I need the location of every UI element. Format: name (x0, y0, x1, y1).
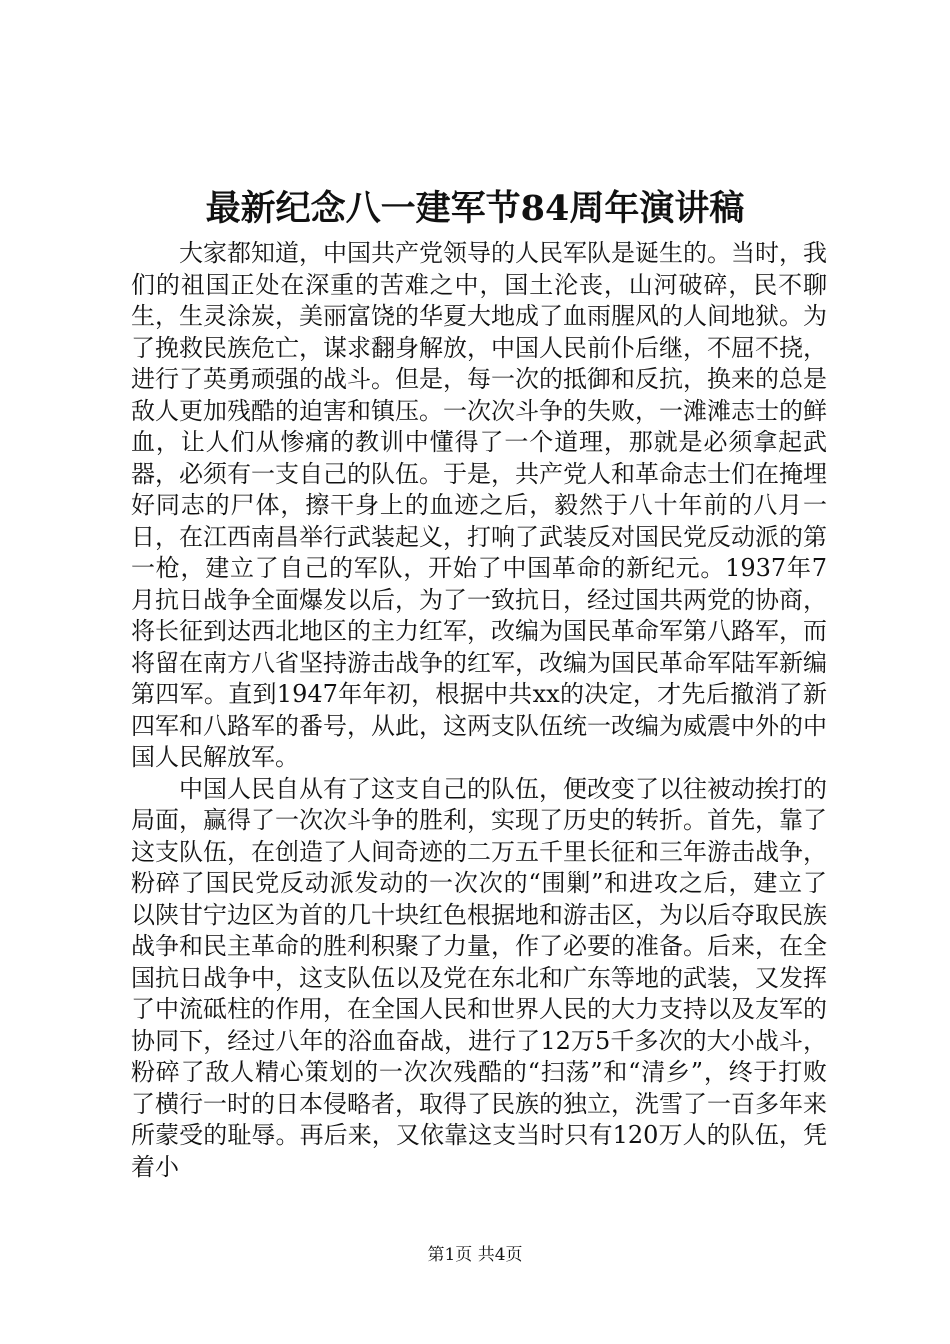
document-body (131, 238, 827, 1183)
paragraph-2: 中国人民自从有了这支自己的队伍，便改变了以往被动挨打的局面，赢得了一次次斗争的胜利，实现了历史的转折。首先，靠了这支队伍，在创造了人间奇迹的二万五千里长征和三年游击战争，粉碎了国民党反动派发动的一次次的“围剿”和进攻之后，建立了以陕甘宁边区为首的几十块红色根据地和游击区，为以后夺取民族战争和民主革命的胜利积聚了力量，作了必要的准备。后来，在全国抗日战争中，这支队伍以及党在东北和广东等地的武装，又发挥了中流砥柱的作用，在全国人民和世界人民的大力支持以及友军的协同下，经过八年的浴血奋战，进行了12万5千多次的大小战斗，粉碎了敌人精心策划的一次次残酷的“扫荡”和“清乡”，终于打败了横行一时的日本侵略者，取得了民族的独立，洗雪了一百多年来所蒙受的耻辱。再后来，又依靠这支当时只有120万人的队伍，凭着小 (131, 774, 827, 1181)
document-title: 最新纪念八一建军节84周年演讲稿 (205, 188, 745, 229)
paragraph-1: 大家都知道，中国共产党领导的人民军队是诞生的。当时，我们的祖国正处在深重的苦难之中，国土沦丧，山河破碎，民不聊生，生灵涂炭，美丽富饶的华夏大地成了血雨腥风的人间地狱。为了挽救民族危亡，谋求翻身解放，中国人民前仆后继，不屈不挠，进行了英勇顽强的战斗。但是，每一次的抵御和反抗，换来的总是敌人更加残酷的迫害和镇压。一次次斗争的失败，一滩滩志士的鲜血，让人们从惨痛的教训中懂得了一个道理，那就是必须拿起武器，必须有一支自己的队伍。于是，共产党人和革命志士们在掩埋好同志的尸体，擦干身上的血迹之后，毅然于八十年前的八月一日，在江西南昌举行武装起义，打响了武装反对国民党反动派的第一枪，建立了自己的军队，开始了中国革命的新纪元。1937年7月抗日战争全面爆发以后，为了一致抗日，经过国共两党的协商，将长征到达西北地区的主力红军，改编为国民革命军第八路军，而将留在南方八省坚持游击战争的红军，改编为国民革命军陆军新编第四军。直到1947年年初，根据中共xx的决定，才先后撤消了新四军和八路军的番号，从此，这两支队伍统一改编为威震中外的中国人民解放军。 (131, 239, 827, 771)
page-footer: 第1页 共4页 (427, 1245, 523, 1265)
